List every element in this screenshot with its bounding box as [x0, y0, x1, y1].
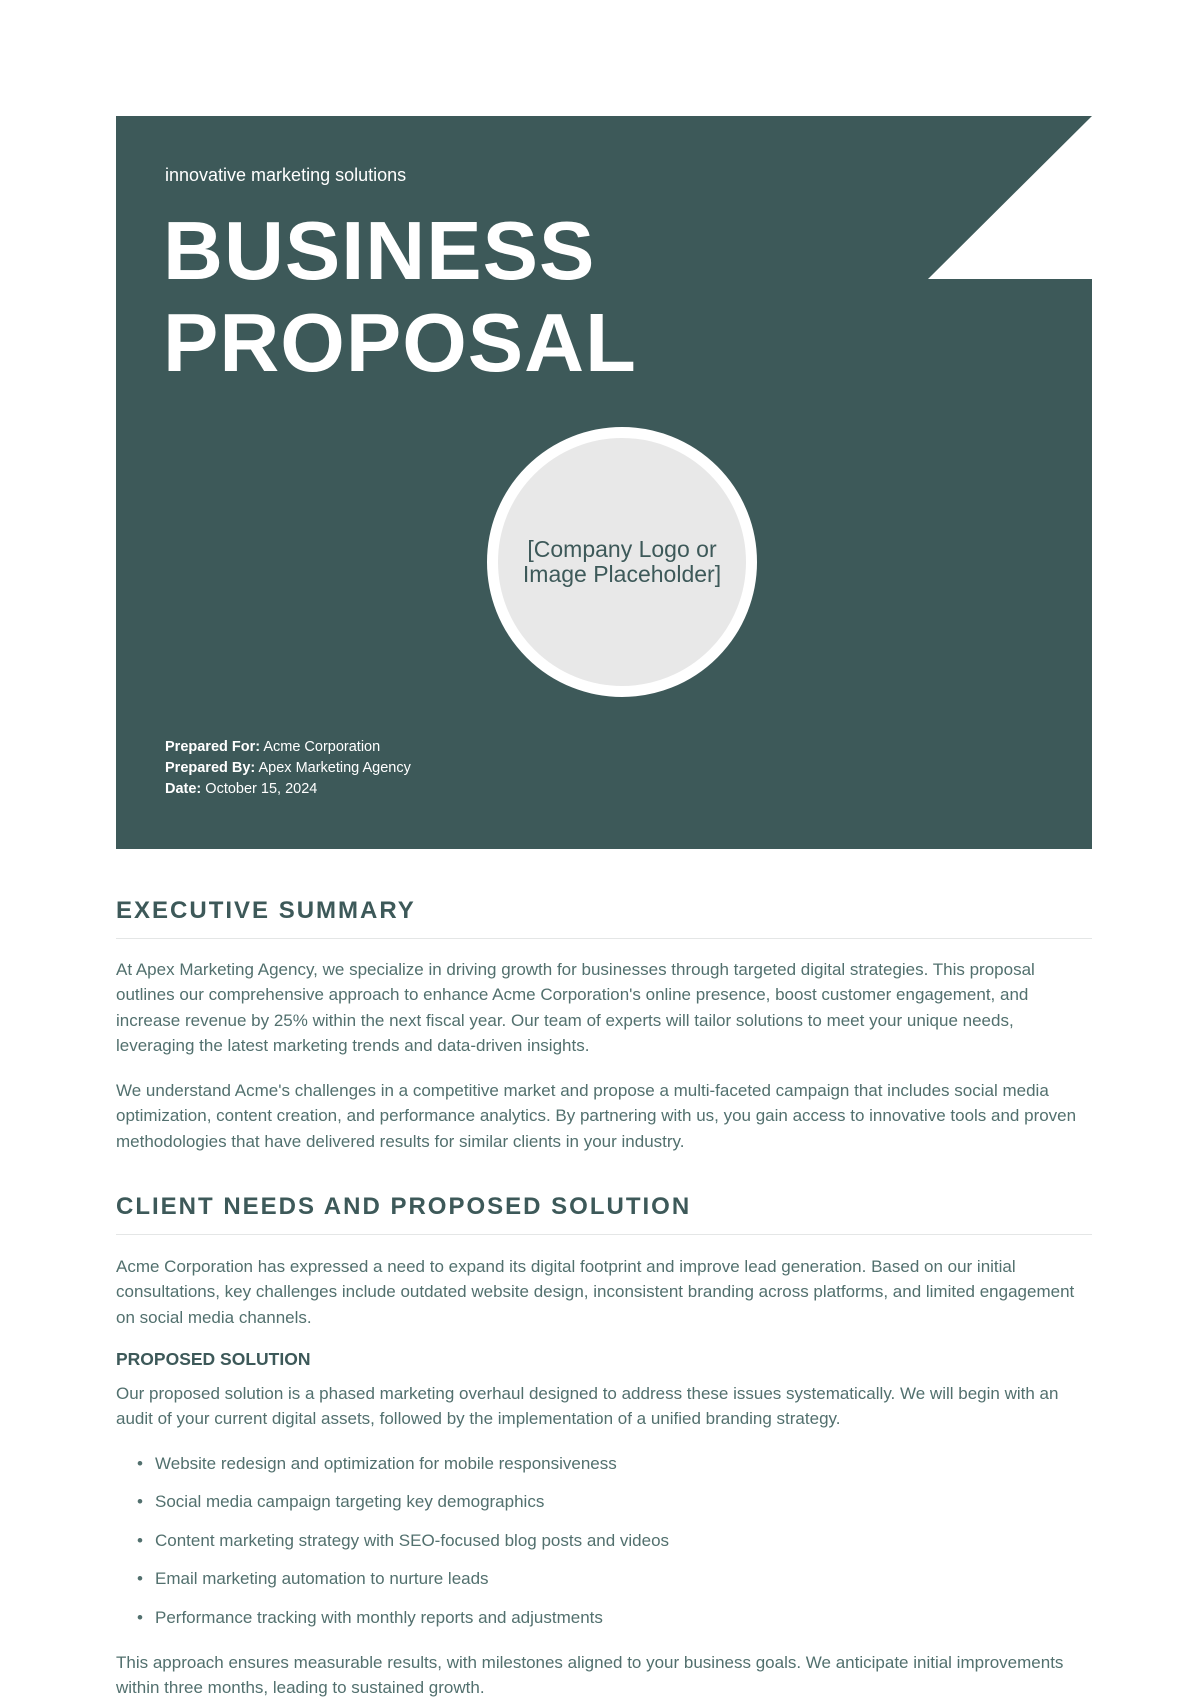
client-needs-intro: Acme Corporation has expressed a need to expand its digital footprint and improve lead generation. Based on our initial consultations, key challenges include outdated website design, inconsistent branding across platforms, and limited engagement on social media channels.	[116, 1257, 1075, 1327]
bullet-icon: •	[137, 1569, 143, 1588]
divider	[116, 938, 1092, 939]
list-item: • Content marketing strategy with SEO-focused blog posts and videos	[137, 1528, 669, 1553]
bullet-icon: •	[137, 1531, 143, 1550]
proposed-solution-text: Our proposed solution is a phased marketing overhaul designed to address these issues systematically. We will begin with an audit of your current digital assets, followed by the implementation of a unified branding strategy.	[116, 1384, 1059, 1429]
executive-summary-heading: EXECUTIVE SUMMARY	[116, 897, 416, 924]
executive-summary-paragraph-2: We understand Acme's challenges in a competitive market and propose a multi-faceted campaign that includes social media optimization, content creation, and performance analytics. By partnering with us, you gain access to innovative tools and proven methodologies that have delivered results for similar clients in your industry.	[116, 1081, 1077, 1151]
closing-paragraph: This approach ensures measurable results, with milestones aligned to your business goals. We anticipate initial improvements within three months, leading to sustained growth.	[116, 1653, 1064, 1698]
title-line-1: BUSINESS	[163, 204, 596, 297]
list-item: • Social media campaign targeting key demographics	[137, 1489, 544, 1514]
logo-placeholder-text: [Company Logo or Image Placeholder]	[522, 536, 722, 587]
cover-tagline: innovative marketing solutions	[165, 165, 407, 185]
cover-panel	[116, 116, 1092, 849]
executive-summary-paragraph-1: At Apex Marketing Agency, we specialize in driving growth for businesses through targeted digital strategies. This proposal outlines our comprehensive approach to enhance Acme Corporation's online presence, boost customer engagement, and increase revenue by 25% within the next fiscal year. Our team of experts will tailor solutions to meet your unique needs, leveraging the latest marketing trends and data-driven insights.	[116, 960, 1035, 1056]
list-item: • Performance tracking with monthly reports and adjustments	[137, 1605, 603, 1630]
cover-meta	[165, 737, 411, 800]
date: Date: October 15, 2024	[165, 781, 318, 797]
prepared-by: Prepared By: Apex Marketing Agency	[165, 760, 411, 776]
list-item: • Email marketing automation to nurture leads	[137, 1566, 489, 1591]
bullet-icon: •	[137, 1608, 143, 1627]
bullet-icon: •	[137, 1492, 143, 1511]
list-item: • Website redesign and optimization for mobile responsiveness	[137, 1451, 617, 1476]
cover-title	[163, 205, 637, 389]
client-needs-heading: CLIENT NEEDS AND PROPOSED SOLUTION	[116, 1193, 692, 1220]
proposed-solution-heading: PROPOSED SOLUTION	[116, 1349, 311, 1369]
bullet-icon: •	[137, 1454, 143, 1473]
prepared-for: Prepared For: Acme Corporation	[165, 739, 381, 755]
logo-placeholder	[487, 427, 757, 697]
title-line-2: PROPOSAL	[163, 296, 637, 389]
divider	[116, 1234, 1092, 1235]
